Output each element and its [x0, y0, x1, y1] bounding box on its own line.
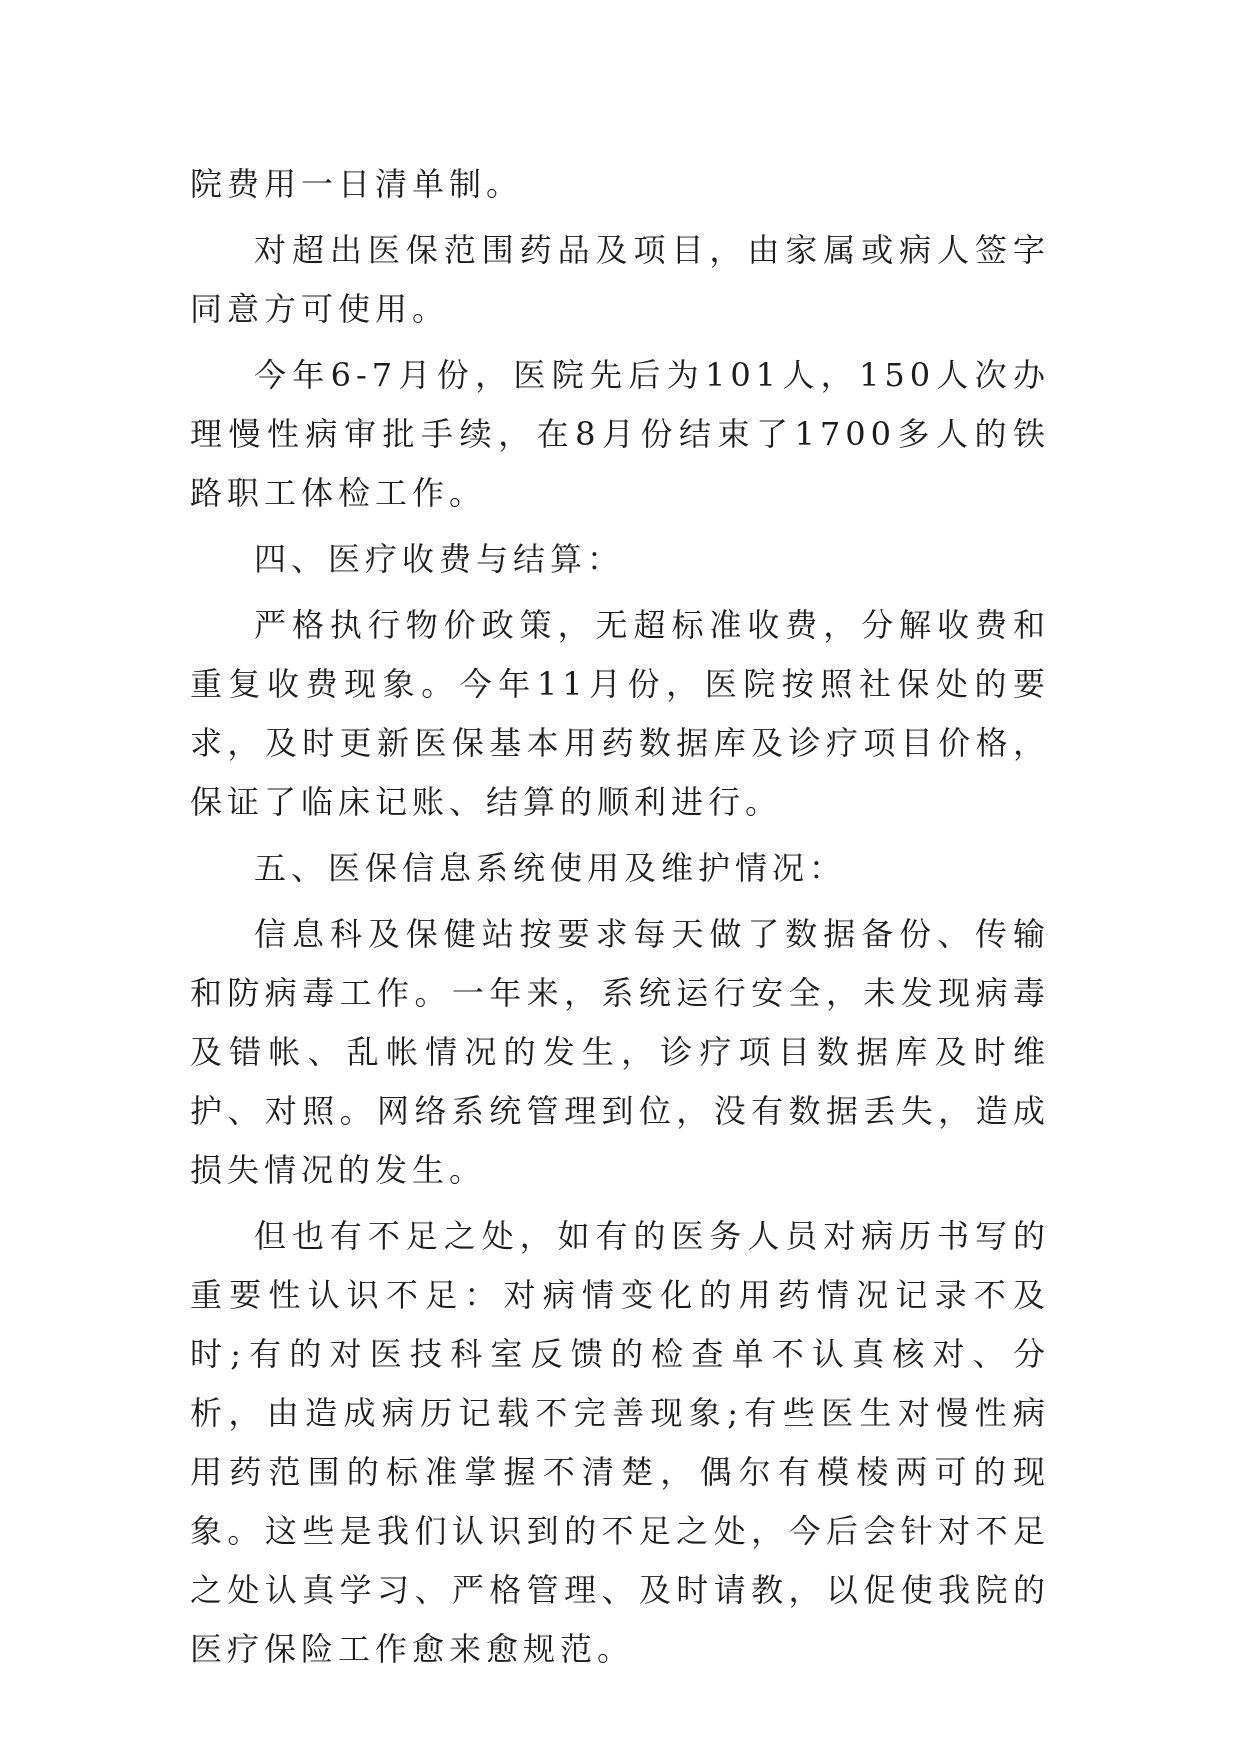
section-heading-billing: 四、医疗收费与结算：	[254, 540, 625, 578]
section-heading-info-system: 五、医保信息系统使用及维护情况：	[254, 849, 847, 887]
paragraph-billing: 严格执行物价政策，无超标准收费，分解收费和重复收费现象。今年11月份，医院按照社保处的要求，及时更新医保基本用药数据库及诊疗项目价格，保证了临床记账、结算的顺利进行。	[190, 606, 1050, 821]
paragraph-shortcomings: 但也有不足之处，如有的医务人员对病历书写的重要性认识不足：对病情变化的用药情况记录不及时;有的对医技科室反馈的检查单不认真核对、分析，由造成病历记载不完善现象;有些医生对慢性病用药范围的标准掌握不清楚，偶尔有模棱两可的现象。这些是我们认识到的不足之处，今后会针对不足之处认真学习、严格管理、及时请教，以促使我院的医疗保险工作愈来愈规范。	[190, 1217, 1050, 1668]
document-body	[190, 155, 1050, 1679]
paragraph-info-system: 信息科及保健站按要求每天做了数据备份、传输和防病毒工作。一年来，系统运行安全，未发现病毒及错帐、乱帐情况的发生，诊疗项目数据库及时维护、对照。网络系统管理到位，没有数据丢失，造成损失情况的发生。	[190, 915, 1050, 1189]
paragraph-continuation: 院费用一日清单制。	[190, 165, 524, 203]
paragraph-chronic-disease-approval: 今年6-7月份，医院先后为101人，150人次办理慢性病审批手续，在8月份结束了1700多人的铁路职工体检工作。	[190, 356, 1050, 512]
paragraph-out-of-scope-consent: 对超出医保范围药品及项目，由家属或病人签字同意方可使用。	[190, 231, 1050, 328]
